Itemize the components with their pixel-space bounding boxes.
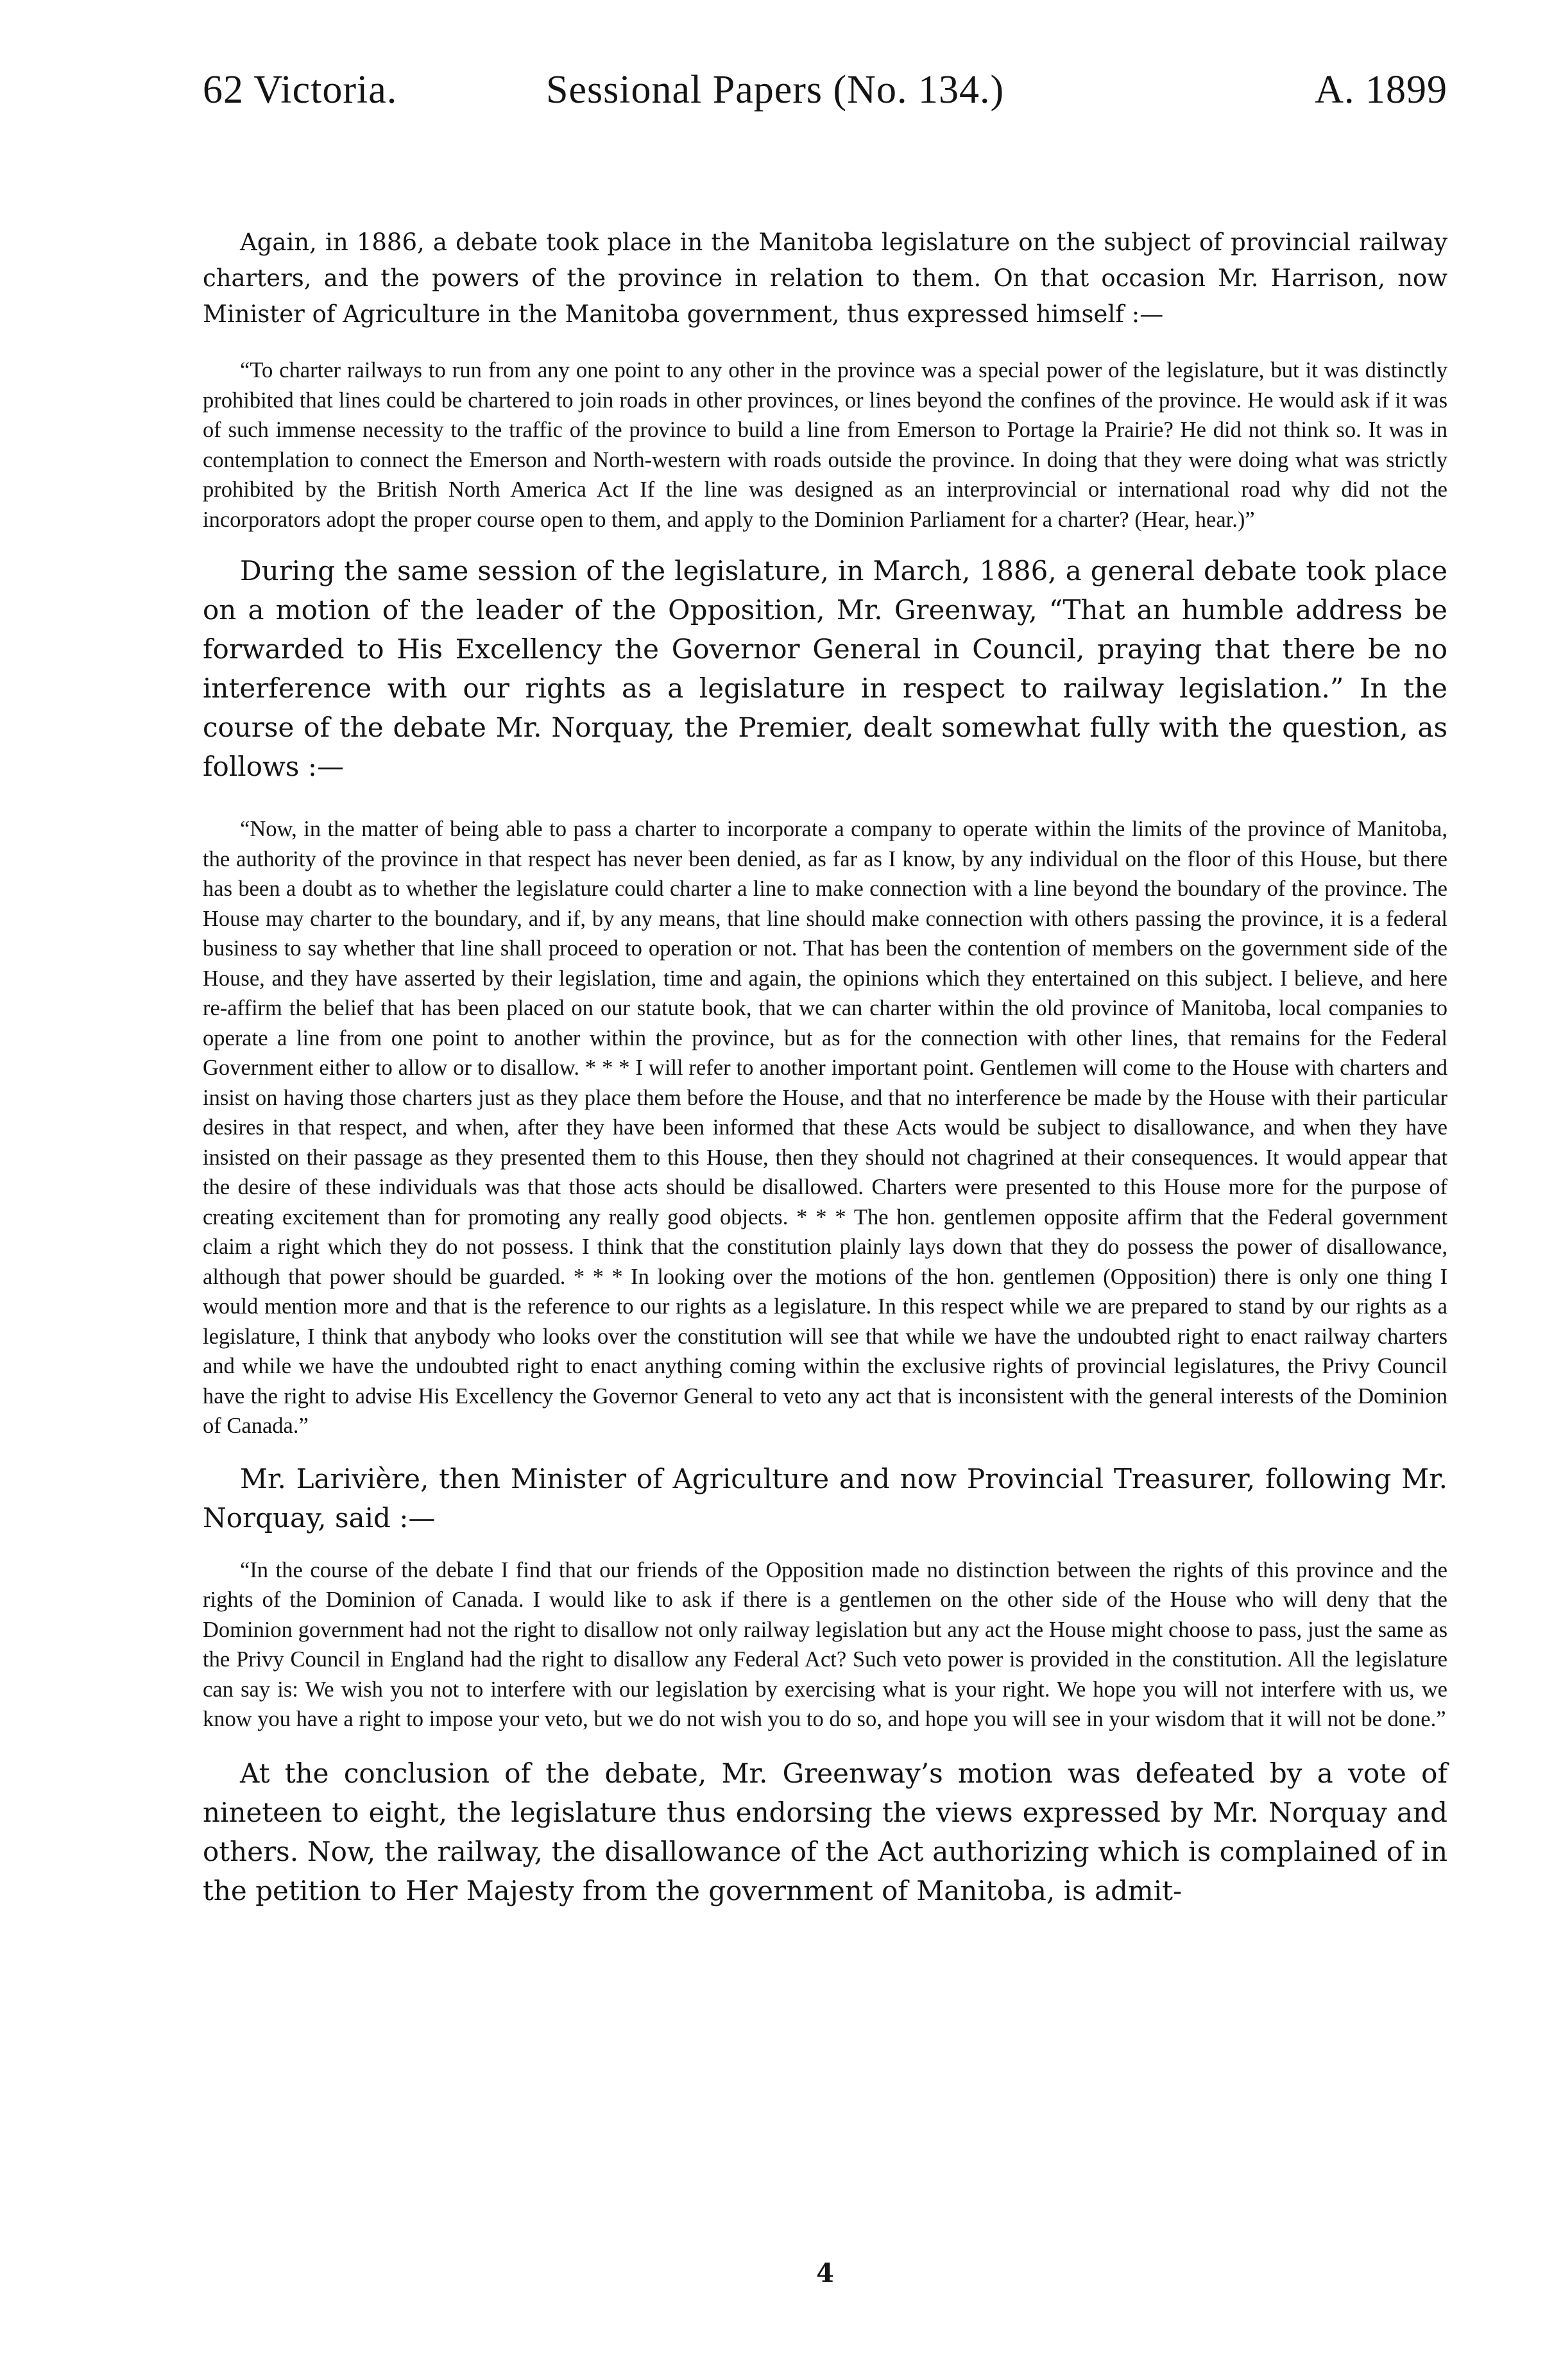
paragraph-lariviere-intro: Mr. Larivière, then Minister of Agriculture and now Provincial Treasurer, following Mr. Norquay, said :— bbox=[203, 1462, 1447, 1534]
quote-lariviere: “In the course of the debate I find that our friends of the Opposition made no distinction between the rights of this province and the rights of the Dominion of Canada. I would like to ask if there is a gentlemen on the other side of the House who will deny that the Dominion government had not the right to disallow not only railway legislation but any act the House might choose to pass, just the same as the Privy Council in England had the right to disallow any Federal Act? Such veto power is provided in the constitution. All the legislature can say is: We wish you not to interfere with our legislation by exercising what is your right. We hope you will not interfere with us, we know you have a right to impose your veto, but we do not wish you to do so, and hope you will see in your wisdom that it will not be done.” bbox=[203, 1557, 1447, 1731]
header-sessional-papers: Sessional Papers (No. 134.) bbox=[546, 68, 1005, 112]
paragraph-greenway-motion: During the same session of the legislature, in March, 1886, a general debate took place on a motion of the leader of the Opposition, Mr. Greenway, “That an humble address be forwarded to His Excellency the Governor General in Council, praying that there be no interference with our rights as a legislature in respect to railway legislation.” In the course of the debate Mr. Norquay, the Premier, dealt somewhat fully with the question, as follows :— bbox=[203, 555, 1447, 782]
running-head bbox=[203, 64, 1447, 116]
page-number: 4 bbox=[816, 2258, 834, 2288]
paragraph-harrison-intro: Again, in 1886, a debate took place in the Manitoba legislature on the subject of provincial railway charters, and the powers of the province in relation to them. On that occasion Mr. Harrison, now Minister of Agriculture in the Manitoba government, thus expressed himself :— bbox=[203, 228, 1447, 328]
document-page bbox=[203, 64, 1447, 2288]
paragraph-conclusion: At the conclusion of the debate, Mr. Greenway’s motion was defeated by a vote of nineteen to eight, the legislature thus endorsing the views expressed by Mr. Norquay and others. Now, the railway, the disallowance of the Act authorizing which is complained of in the petition to Her Majesty from the government of Manitoba, is admit- bbox=[203, 1757, 1447, 1906]
quote-harrison: “To charter railways to run from any one point to any other in the province was a special power of the legislature, but it was distinctly prohibited that lines could be chartered to join roads in other provinces, or lines beyond the confines of the province. He would ask if it was of such immense necessity to the traffic of the province to build a line from Emerson to Portage la Prairie? He did not think so. It was in contemplation to connect the Emerson and North-western with roads outside the province. In doing that they were doing what was strictly prohibited by the British North America Act If the line was designed as an interprovincial or international road why did not the incorporators adopt the proper course open to them, and apply to the Dominion Parliament for a charter? (Hear, hear.)” bbox=[203, 358, 1447, 532]
header-regnal-year: 62 Victoria. bbox=[203, 68, 398, 112]
header-year: A. 1899 bbox=[1315, 68, 1447, 112]
quote-norquay: “Now, in the matter of being able to pass a charter to incorporate a company to operate within the limits of the province of Manitoba, the authority of the province in that respect has never been denied, as far as I know, by any individual on the floor of this House, but there has been a doubt as to whether the legislature could charter a line to make connection with a line beyond the boundary of the province. The House may charter to the boundary, and if, by any means, that line should make connection with others passing the province, it is a federal business to say whether that line shall proceed to operation or not. That has been the contention of members on the government side of the House, and they have asserted by their legislation, time and again, the opinions which they entertained on this subject. I believe, and here re-affirm the belief that has been placed on our statute book, that we can charter within the old province of Manitoba, local companies to operate a line from one point to another within the province, but as for the connection with other lines, that remains for the Federal Government either to allow or to disallow. * * * I will refer to another important point. Gentlemen will come to the House with charters and insist on having those charters just as they place them before the House, and that no interference be made by the House with their particular desires in that respect, and when, after they have been informed that these Acts would be subject to disallowance, and when they have insisted on their passage as they presented them to this House, then they should not chagrined at their consequences. It would appear that the desire of these individuals was that those acts should be disallowed. Charters were presented to this House more for the purpose of creating excitement than for promoting any really good objects. * * * The hon. gentlemen opposite affirm that the Federal government claim a right which they do not possess. I think that the constitution plainly lays down that they do possess the power of disallowance, although that power should be guarded. * * * In looking over the motions of the hon. gentlemen (Opposition) there is only one thing I would mention more and that is the reference to our rights as a legislature. In this respect while we are prepared to stand by our rights as a legislature, I think that anybody who looks over the constitution will see that while we have the undoubted right to enact railway charters and while we have the undoubted right to enact anything coming within the exclusive rights of provincial legislatures, the Privy Council have the right to advise His Excellency the Governor General to veto any act that is inconsistent with the general interests of the Dominion of Canada.” bbox=[203, 817, 1447, 1438]
